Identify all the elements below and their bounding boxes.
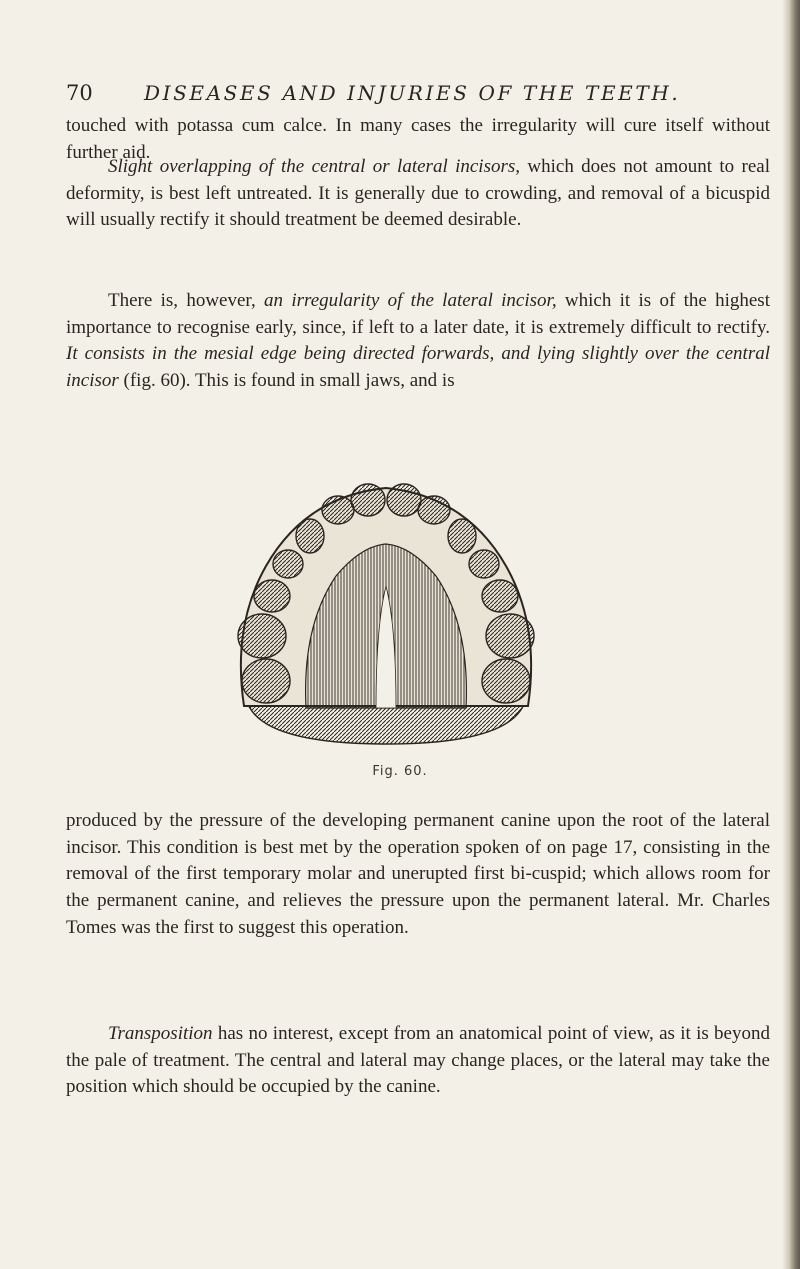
paragraph-3-text-c: (fig. 60). This is found in small jaws, and is — [118, 370, 455, 392]
paragraph-4 — [66, 808, 770, 942]
paragraph-4-text: produced by the pressure of the developing permanent canine upon the root of the lateral incisor. This condition is best met by the operation spoken of on page 17, consisting in the removal of the first temporary molar and unerupted first bi-cuspid; which allows room for the permanent canine, and relieves the pressure upon the permanent lateral. Mr. Charles Tomes was the first to suggest this operation. — [66, 810, 770, 938]
paragraph-2 — [66, 154, 770, 234]
figure-caption: Fig. 60. — [372, 764, 428, 779]
paragraph-3-italic-2: It consists in the mesial edge being directed forwards, and lying slightly over the central incisor — [66, 343, 770, 392]
page-number: 70 — [66, 81, 93, 105]
page-header — [66, 80, 758, 110]
running-head: DISEASES AND INJURIES OF THE TEETH. — [144, 81, 681, 105]
paragraph-5-italic: Transposition — [108, 1023, 213, 1044]
paragraph-3-text-b: which it is of the highest importance to recognise early, since, if left to a later date, it is extremely difficult to rectify. — [66, 290, 770, 338]
paragraph-3-text-a: There is, however, — [108, 290, 265, 311]
paragraph-3-italic-1: an irregularity of the lateral incisor, — [264, 290, 557, 311]
paragraph-2-text: which does not amount to real deformity, is best left untreated. It is generally due to crowding, and removal of a bicuspid will usually rectify it should treatment be deemed desirable. — [66, 156, 770, 231]
paragraph-5 — [66, 1021, 770, 1101]
paragraph-3 — [66, 288, 770, 395]
paragraph-2-italic: Slight overlapping of the central or lateral incisors, — [108, 156, 521, 177]
dental-cast-illustration — [226, 476, 546, 746]
book-spine-shadow — [782, 0, 800, 1269]
paragraph-5-text: has no interest, except from an anatomical point of view, as it is beyond the pale of treatment. The central and lateral may change places, or the lateral may take the position which should be occupied by the canine. — [66, 1023, 770, 1098]
paragraph-1-text: touched with potassa cum calce. In many cases the irregularity will cure itself without further aid. — [66, 115, 770, 163]
